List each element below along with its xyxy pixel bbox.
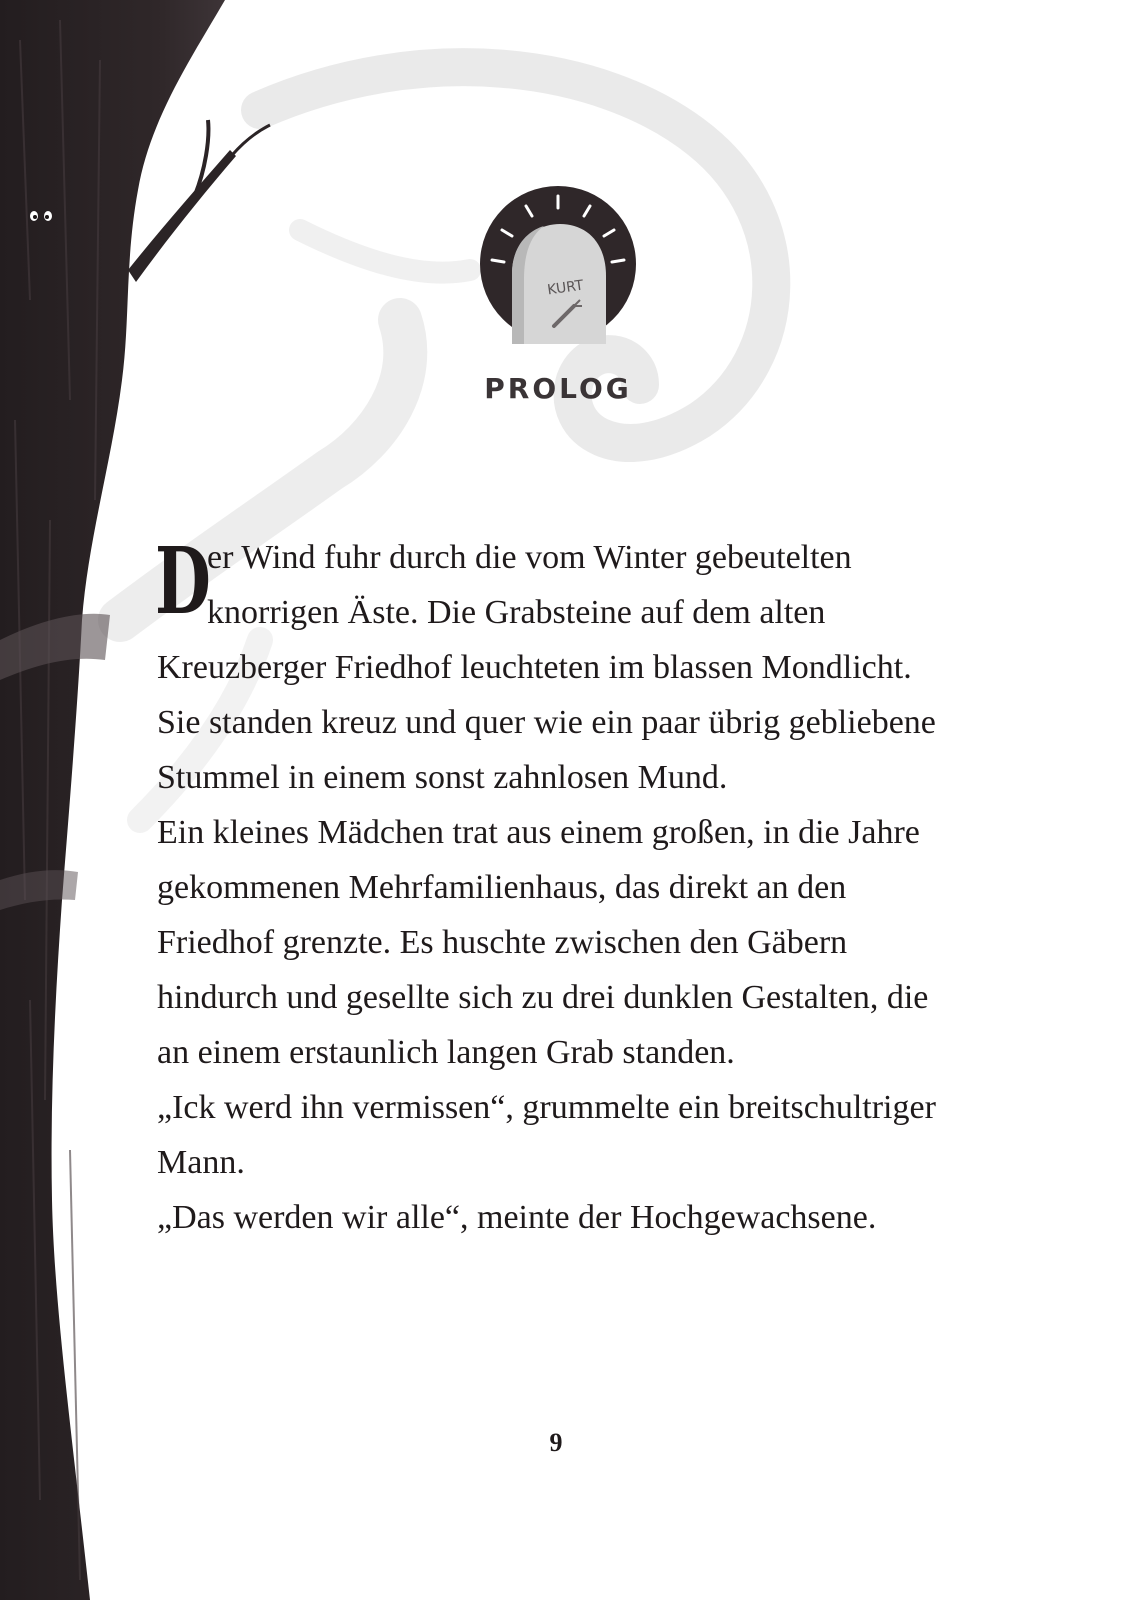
drop-cap: D (155, 527, 211, 635)
paragraph (155, 527, 957, 805)
body-text (155, 527, 957, 1245)
page-number: 9 (549, 1428, 563, 1457)
paragraph: Ein kleines Mädchen trat aus einem großen, in die Jahre gekommenen Mehrfamilienhaus, das direkt an den Friedhof grenzte. Es huschte zwischen den Gäbern hindurch und gesellte sich zu drei dunklen Gestalten, die an einem erstaunlich langen Grab standen. (157, 814, 929, 1071)
paragraph: „Das werden wir alle“, meinte der Hochgewachsene. (157, 1199, 877, 1236)
tombstone-emblem-icon (478, 184, 638, 344)
tombstone-inscription: KURT (546, 277, 585, 299)
paragraph: „Ick werd ihn vermissen“, grummelte ein breitschultriger Mann. (157, 1089, 936, 1181)
paragraph-text: er Wind fuhr durch die vom Winter gebeutelten knorrigen Äste. Die Grabsteine auf dem alten Kreuzberger Friedhof leuchteten im blassen Mondlicht. Sie standen kreuz und quer wie ein paar übrig gebliebene Stummel in einem sonst zahnlosen Mund. (157, 539, 936, 796)
chapter-title: PROLOG (484, 372, 632, 405)
